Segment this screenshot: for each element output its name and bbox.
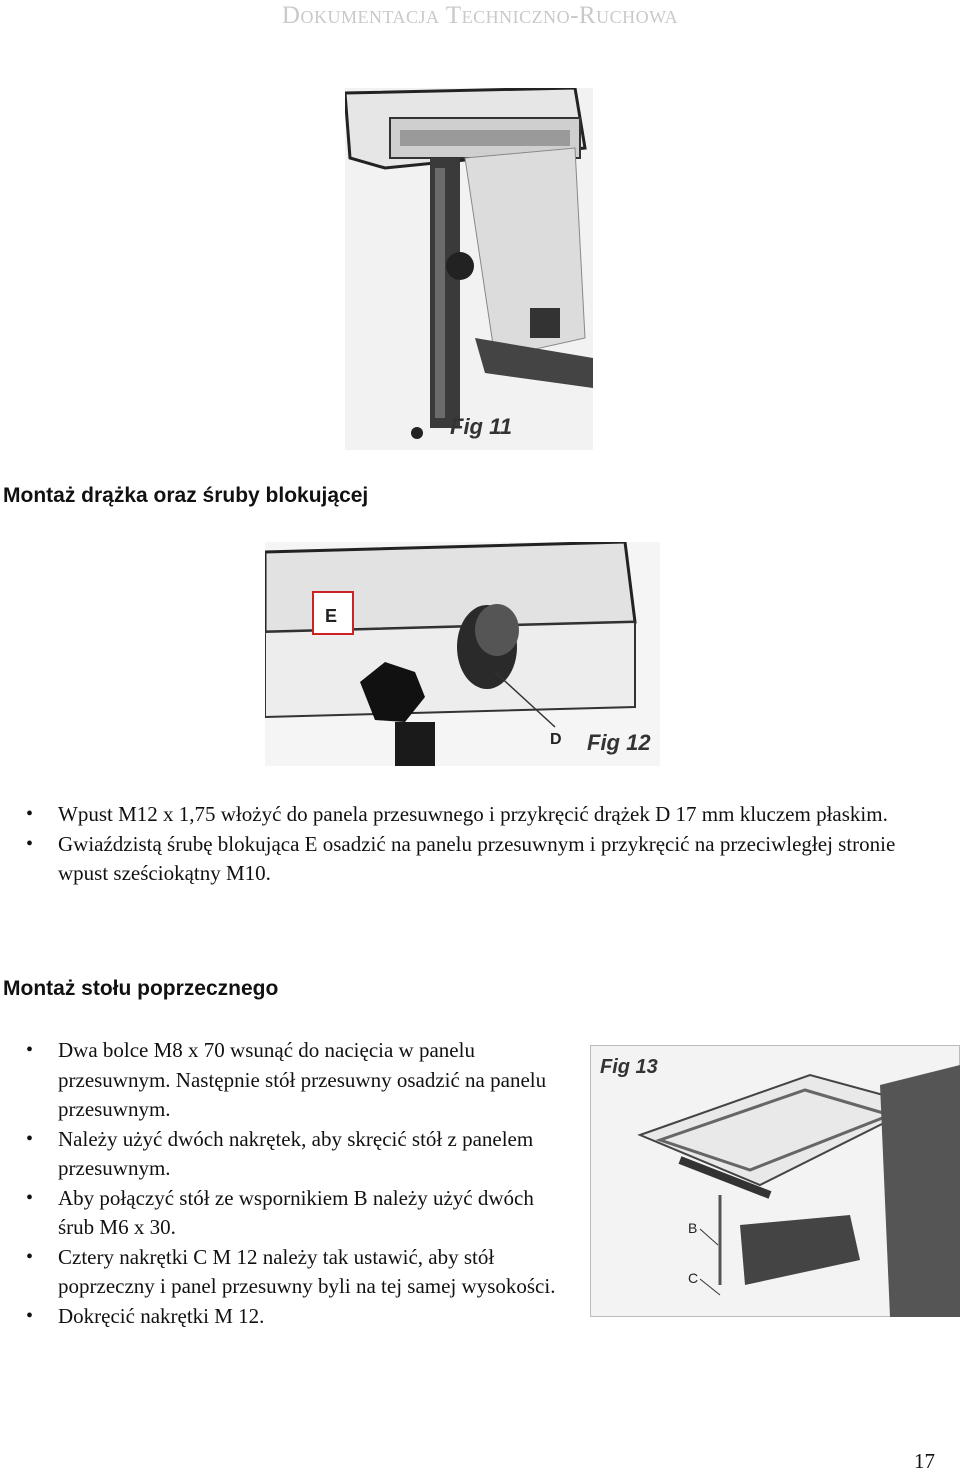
list-item: • Aby połączyć stół ze wspornikiem B należy użyć dwóch śrub M6 x 30. — [0, 1184, 570, 1243]
fig13-label: Fig 13 — [600, 1056, 658, 1078]
callout-E: E — [325, 606, 338, 626]
section2-heading: Montaż stołu poprzecznego — [3, 977, 279, 1000]
section2-bullet-list — [0, 1036, 570, 1331]
page-number: 17 — [914, 1449, 935, 1473]
fig12-label: Fig 12 — [587, 730, 651, 755]
figure-12-photo — [265, 542, 660, 766]
list-item: • Wpust M12 x 1,75 włożyć do panela przesuwnego i przykręcić drążek D 17 mm kluczem płaskim. — [0, 800, 900, 830]
figure-13-photo — [590, 1045, 960, 1317]
list-item: • Gwiaździstą śrubę blokująca E osadzić na panelu przesuwnym i przykręcić na przeciwległej stronie wpust sześciokątny M10. — [0, 830, 900, 889]
callout-B: B — [688, 1220, 698, 1236]
document-header: Dokumentacja Techniczno-Ruchowa — [281, 2, 679, 29]
section1-bullet-list — [0, 800, 900, 889]
fig11-label: Fig 11 — [450, 414, 512, 439]
callout-D: D — [550, 731, 562, 748]
section1-heading: Montaż drążka oraz śruby blokującej — [3, 484, 369, 507]
list-item: • Dwa bolce M8 x 70 wsunąć do nacięcia w panelu przesuwnym. Następnie stół przesuwny osadzić na panelu przesuwnym. — [0, 1036, 570, 1125]
list-item: • Dokręcić nakrętki M 12. — [0, 1302, 570, 1332]
figure-11-photo — [345, 88, 593, 450]
list-item: • Cztery nakrętki C M 12 należy tak ustawić, aby stół poprzeczny i panel przesuwny byli na tej samej wysokości. — [0, 1243, 570, 1302]
list-item: • Należy użyć dwóch nakrętek, aby skręcić stół z panelem przesuwnym. — [0, 1125, 570, 1184]
callout-C: C — [688, 1270, 699, 1286]
